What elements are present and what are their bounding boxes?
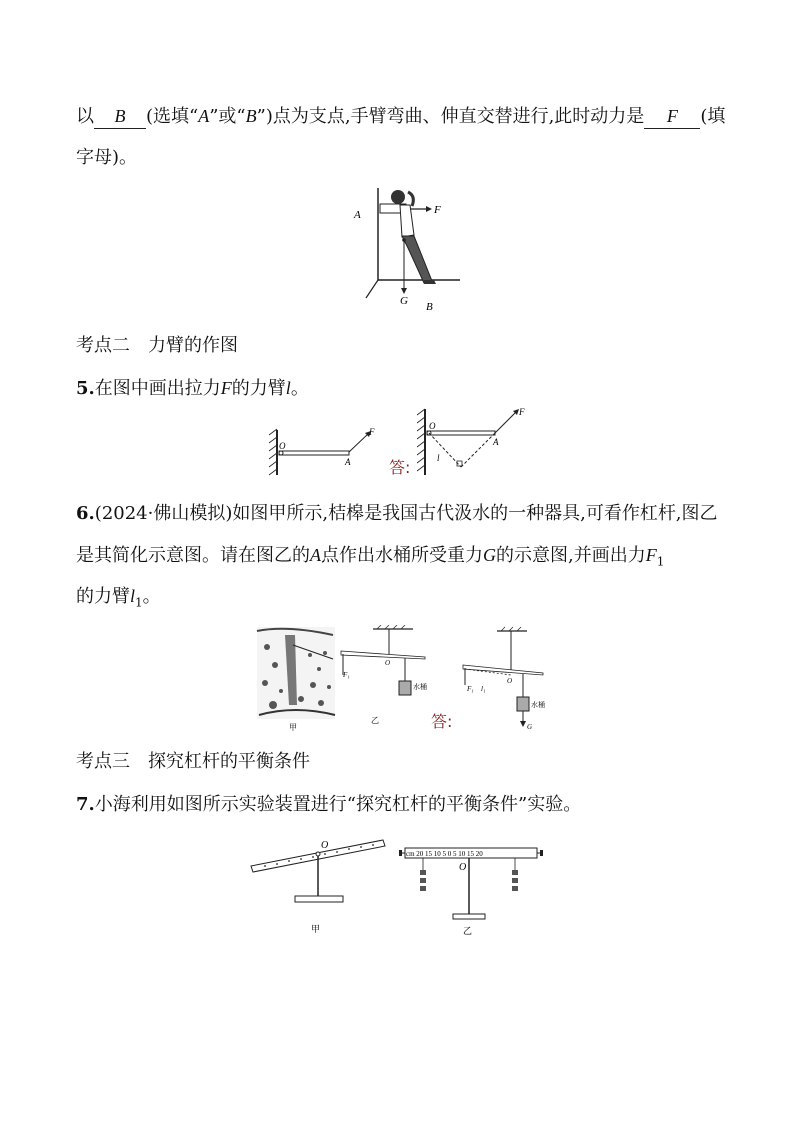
q6-line2: 是其简化示意图。请在图乙的A点作出水桶所受重力G的示意图,并画出力$F_1$	[76, 545, 665, 569]
q5-label-A: A	[345, 457, 351, 467]
q5-answer-label-l: l	[437, 453, 440, 463]
q7-fig-label-O2: O	[459, 862, 467, 873]
q6-answer-label-O: O	[507, 677, 513, 685]
q5-figure	[265, 405, 535, 480]
q4-line2: 字母)。	[76, 147, 138, 168]
q6-answer-label-G: G	[527, 723, 533, 731]
q6-answer-label-bucket: 水桶	[531, 701, 545, 709]
q5-answer-label-O: O	[429, 421, 436, 431]
q6-answer-label-F1: F₁	[467, 685, 474, 693]
q7-fig-label-yi: 乙	[463, 926, 473, 936]
section3-heading: 考点三 探究杠杆的平衡条件	[76, 751, 310, 772]
q4-line1: 以 B (选填“A”或“B”)点为支点,手臂弯曲、伸直交替进行,此时动力是 F (填	[76, 106, 726, 127]
q6-ancient-illustration	[257, 627, 335, 719]
q4-label-B: B	[426, 301, 433, 313]
q5-answer-label-F: F	[519, 407, 525, 417]
q5-label-F: F	[369, 427, 375, 437]
q5-answer-label: 答:	[389, 458, 411, 477]
q7-stem: 7.小海利用如图所示实验装置进行“探究杠杆的平衡条件”实验。	[76, 794, 582, 815]
q7-figure	[245, 834, 545, 938]
q4-answer-blank-1: B	[94, 104, 146, 129]
q7-fig-label-jia: 甲	[311, 924, 321, 934]
q5-label-O: O	[279, 441, 286, 451]
q6-answer-label-l1: l₁	[481, 685, 486, 693]
q4-figure	[350, 180, 460, 315]
q4-label-A: A	[354, 209, 361, 221]
q4-answer-blank-2: F	[644, 104, 700, 129]
q6-answer-label: 答:	[431, 712, 453, 731]
q4-label-G: G	[400, 295, 408, 307]
q6-fig-label-bucket: 水桶	[413, 683, 427, 691]
q7-fig-label-O1: O	[321, 840, 329, 851]
q5-answer-label-A: A	[493, 437, 499, 447]
q6-fig-label-yi: 乙	[371, 716, 379, 725]
q6-line1: 6.(2024·佛山模拟)如图甲所示,桔槔是我国古代汲水的一种器具,可看作杠杆,图乙	[76, 503, 718, 524]
q6-figure	[255, 625, 555, 733]
q5-stem: 5.在图中画出拉力F的力臂l。	[76, 378, 309, 399]
q6-fig-label-F1: F₁	[343, 671, 350, 679]
section2-heading: 考点二 力臂的作图	[76, 335, 238, 356]
q7-fig-ruler-scale: cm 20 15 10 5 0 5 10 15 20	[406, 850, 483, 858]
q6-line3: 的力臂$l_1$。	[76, 586, 161, 610]
q4-label-F: F	[434, 204, 441, 216]
q6-fig-label-O: O	[385, 659, 391, 667]
q6-fig-label-jia: 甲	[289, 723, 297, 732]
